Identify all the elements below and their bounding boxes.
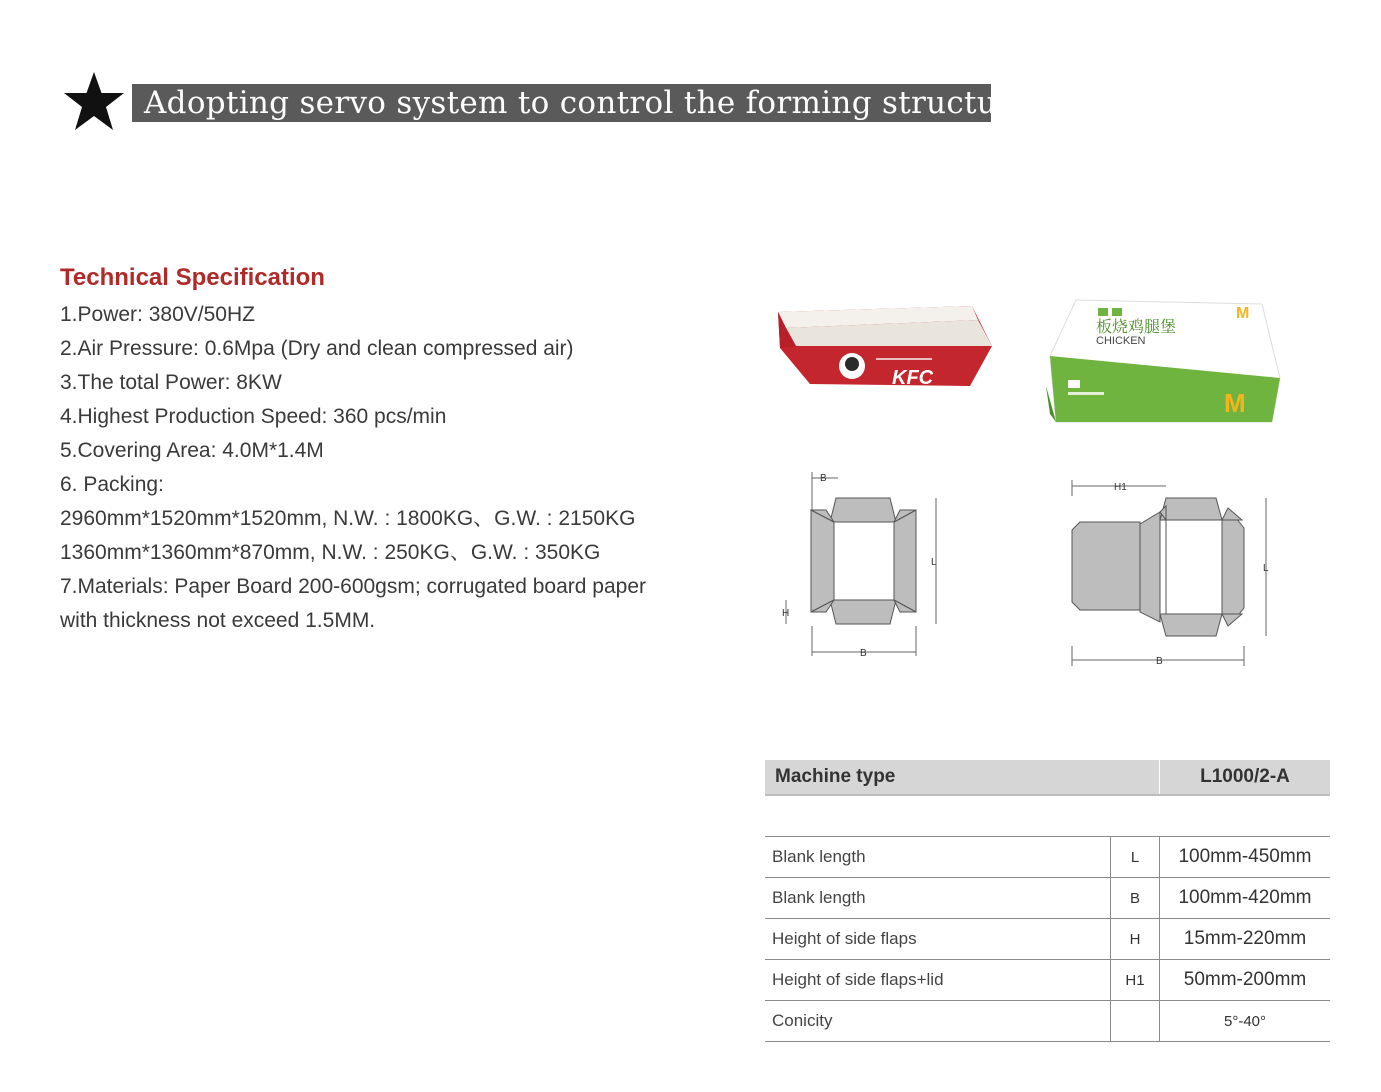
row-label: Height of side flaps+lid (765, 960, 1111, 1001)
tray-dim-height: H (782, 608, 790, 619)
table-row (765, 919, 1330, 960)
box-dim-side: L (1263, 563, 1269, 574)
page-banner-title: Adopting servo system to control the forming structure (132, 84, 991, 122)
machine-type-label: Machine type (765, 760, 1160, 795)
table-row (765, 878, 1330, 919)
spec-line: with thickness not exceed 1.5MM. (60, 609, 376, 632)
row-value: 100mm-450mm (1160, 837, 1331, 878)
row-value: 5°-40° (1160, 1001, 1331, 1042)
spec-line: 2.Air Pressure: 0.6Mpa (Dry and clean compressed air) (60, 337, 574, 360)
tray-dim-side: L (931, 557, 937, 568)
spec-line: 6. Packing: (60, 473, 164, 496)
row-label: Blank length (765, 878, 1111, 919)
box-dim-top: H1 (1114, 482, 1127, 493)
machine-type-value: L1000/2-A (1160, 760, 1331, 795)
box-dim-bottom: B (1156, 656, 1163, 667)
spec-line: 1.Power: 380V/50HZ (60, 303, 255, 326)
table-row (765, 1001, 1330, 1042)
spec-line: 2960mm*1520mm*1520mm, N.W. : 1800KG、G.W. : 2150KG (60, 507, 636, 530)
row-value: 50mm-200mm (1160, 960, 1331, 1001)
spec-line: 7.Materials: Paper Board 200-600gsm; corrugated board paper (60, 575, 647, 598)
spec-list (60, 298, 740, 638)
row-label: Height of side flaps (765, 919, 1111, 960)
row-symbol: H1 (1111, 960, 1160, 1001)
mcdonalds-logo-side: M (1224, 388, 1246, 418)
row-symbol (1111, 1001, 1160, 1042)
tray-blank-diagram (776, 466, 946, 662)
machine-spec-table (765, 760, 1330, 1042)
star-icon (62, 70, 126, 132)
box-chinese-title: 板烧鸡腿堡 (1096, 317, 1177, 336)
mcdonalds-box-image (1040, 294, 1288, 428)
box-blank-diagram (1066, 476, 1276, 672)
row-label: Conicity (765, 1001, 1111, 1042)
table-row (765, 837, 1330, 878)
kfc-tray-image (772, 298, 1000, 398)
spec-line: 3.The total Power: 8KW (60, 371, 282, 394)
row-symbol: B (1111, 878, 1160, 919)
tray-dim-top: B (820, 473, 827, 484)
row-symbol: H (1111, 919, 1160, 960)
spec-line: 5.Covering Area: 4.0M*1.4M (60, 439, 324, 462)
tray-dim-bottom: B (860, 648, 867, 659)
mcdonalds-logo-top: M (1236, 305, 1250, 322)
row-value: 100mm-420mm (1160, 878, 1331, 919)
spec-title: Technical Specification (60, 264, 325, 291)
table-row (765, 960, 1330, 1001)
row-symbol: L (1111, 837, 1160, 878)
spec-line: 4.Highest Production Speed: 360 pcs/min (60, 405, 447, 428)
tray-brand-text: KFC (892, 367, 934, 389)
box-english-title: CHICKEN (1096, 335, 1146, 347)
spec-line: 1360mm*1360mm*870mm, N.W. : 250KG、G.W. : 350KG (60, 541, 601, 564)
row-value: 15mm-220mm (1160, 919, 1331, 960)
row-label: Blank length (765, 837, 1111, 878)
table-header-row (765, 760, 1330, 795)
